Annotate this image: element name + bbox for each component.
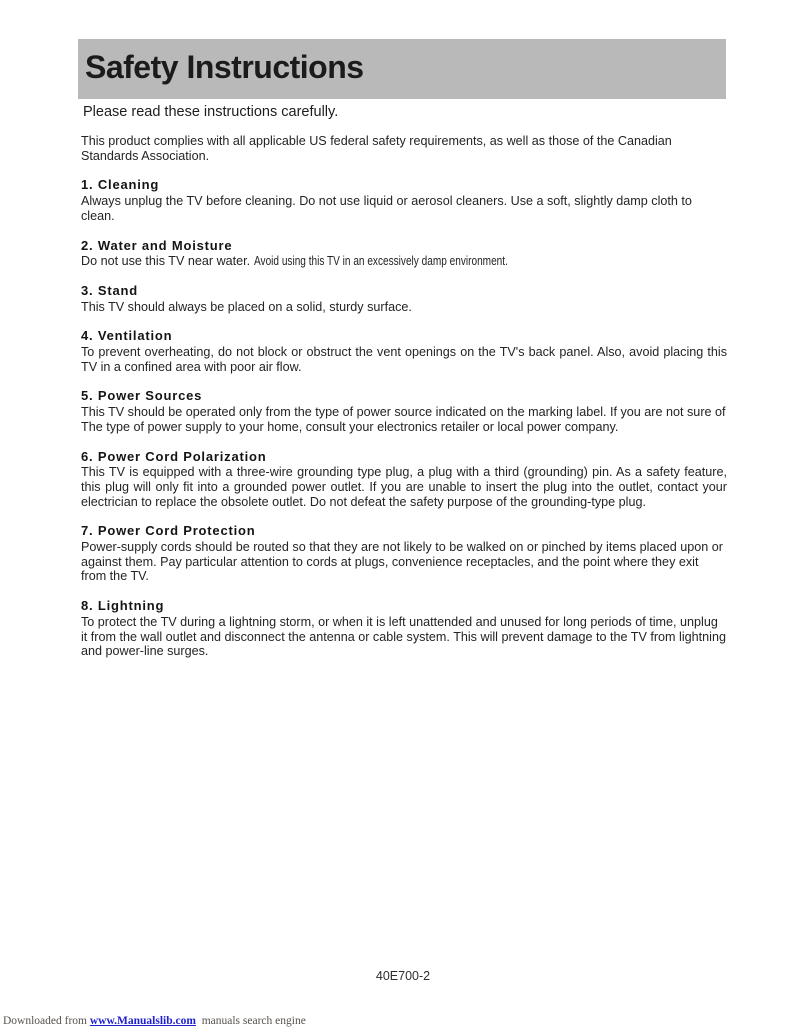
instruction-section bbox=[81, 178, 727, 223]
instruction-section bbox=[81, 524, 727, 584]
section-body bbox=[81, 540, 727, 584]
section-body bbox=[81, 194, 727, 223]
section-body bbox=[81, 465, 727, 509]
section-body-text: This TV should always be placed on a solid, sturdy surface. bbox=[81, 299, 412, 314]
section-heading: 3. Stand bbox=[81, 282, 138, 298]
section-body-text: To protect the TV during a lightning storm, or when it is left unattended and unused for long periods of time, unplug it from the wall outlet and disconnect the antenna or cable system. This will prevent damage to the TV from lightning and power-line surges. bbox=[81, 614, 726, 659]
section-heading: 6. Power Cord Polarization bbox=[81, 448, 267, 464]
title-bar bbox=[78, 39, 726, 99]
watermark bbox=[3, 1015, 306, 1027]
section-heading: 5. Power Sources bbox=[81, 388, 203, 404]
page-title: Safety Instructions bbox=[85, 49, 364, 85]
manualslib-link[interactable]: www.Manualslib.com bbox=[89, 1015, 196, 1027]
instruction-section bbox=[81, 389, 727, 434]
section-heading: 8. Lightning bbox=[81, 598, 165, 614]
section-body-text: Do not use this TV near water. bbox=[81, 254, 254, 269]
watermark-prefix: Downloaded from bbox=[3, 1015, 90, 1027]
section-body-text: This TV should be operated only from the type of power source indicated on the marking label. If you are not sure of The type of power supply to your home, consult your electronics retailer or local power company. bbox=[81, 405, 726, 434]
section-body-text: To prevent overheating, do not block or obstruct the vent openings on the TV's back panel. Also, avoid placing this TV in a confined area with poor air flow. bbox=[81, 345, 727, 374]
section-heading: 1. Cleaning bbox=[81, 177, 160, 193]
section-heading: 2. Water and Moisture bbox=[81, 237, 233, 253]
section-body-text: Power-supply cords should be routed so that they are not likely to be walked on or pinched by items placed upon or against them. Pay particular attention to cords at plugs, convenience receptacles, and the point where they exit from the TV. bbox=[81, 540, 723, 584]
content-area bbox=[81, 134, 727, 659]
section-body bbox=[81, 405, 727, 434]
instruction-section bbox=[81, 599, 727, 659]
instruction-section bbox=[81, 239, 727, 269]
section-heading: 7. Power Cord Protection bbox=[81, 523, 256, 539]
subtitle: Please read these instructions carefully. bbox=[83, 104, 339, 120]
section-body bbox=[81, 254, 727, 269]
instruction-section bbox=[81, 329, 727, 374]
sections-list bbox=[81, 178, 727, 659]
section-body-condensed: Avoid using this TV in an excessively damp environment. bbox=[253, 254, 508, 269]
section-body-text: Always unplug the TV before cleaning. Do not use liquid or aerosol cleaners. Use a soft, slightly damp cloth to clean. bbox=[81, 194, 692, 223]
instruction-section bbox=[81, 284, 727, 314]
intro-paragraph: This product complies with all applicable US federal safety requirements, as well as those of the Canadian Standards Association. bbox=[81, 134, 672, 163]
section-body-text: This TV is equipped with a three-wire grounding type plug, a plug with a third (grounding) pin. As a safety feature, this plug will only fit into a grounded power outlet. If you are unable to insert the plug into the outlet, contact your electrician to replace the obsolete outlet. Do not defeat the safety purpose of the grounding-type plug. bbox=[81, 465, 727, 509]
watermark-suffix: manuals search engine bbox=[195, 1015, 306, 1027]
section-body bbox=[81, 615, 727, 659]
page-number: 40E700-2 bbox=[375, 969, 431, 983]
instruction-section bbox=[81, 450, 727, 510]
section-body bbox=[81, 345, 727, 374]
section-heading: 4. Ventilation bbox=[81, 328, 173, 344]
section-body bbox=[81, 300, 727, 315]
